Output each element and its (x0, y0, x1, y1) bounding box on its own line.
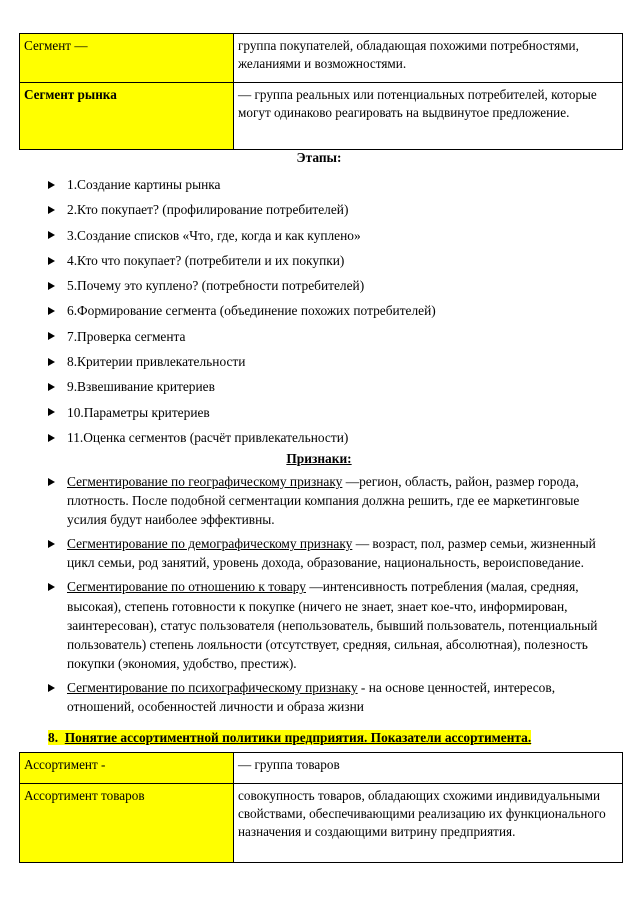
sign-text: —интенсивность потребления (малая, средняя, высокая), степень готовности к покупке (ничего не знает, знает кое-что, информирован, заинтересован), статус пользователя (непользователь, бывший пользователь, потенциальный пользователь) степень лояльности (отсутствует, средняя, сильная, абсолютная), полезность покупки (экономия, удобство, престиж). (67, 579, 598, 671)
term-cell: Сегмент — (20, 34, 234, 83)
bullet-arrow-icon (48, 358, 55, 366)
list-item (48, 324, 436, 349)
section-title: Понятие ассортиментной политики предприятия. Показатели ассортимента. (64, 730, 532, 745)
table-row (20, 34, 623, 83)
list-item-text: 8.Критерии привлекательности (67, 354, 246, 370)
bullet-arrow-icon (48, 540, 55, 548)
list-item-text: 6.Формирование сегмента (объединение похожих потребителей) (67, 303, 436, 319)
list-item-text: 9.Взвешивание критериев (67, 379, 215, 395)
list-item (48, 172, 436, 197)
table-row (20, 784, 623, 863)
sign-text: — возраст, пол, размер семьи, жизненный цикл семьи, род занятий, уровень дохода, образование, национальность, вероисповедание. (67, 536, 596, 571)
term-cell: Ассортимент товаров (20, 784, 234, 863)
section-number: 8. (48, 730, 59, 745)
list-item-text: 4.Кто что покупает? (потребители и их покупки) (67, 252, 345, 268)
bullet-arrow-icon (48, 257, 55, 265)
signs-list (48, 472, 608, 721)
bullet-arrow-icon (48, 408, 55, 416)
list-item-text: 11.Оценка сегментов (расчёт привлекательности) (67, 429, 349, 445)
term-cell: Ассортимент - (20, 753, 234, 784)
list-item-text: 2.Кто покупает? (профилирование потребителей) (67, 202, 349, 218)
sign-text: —регион, область, район, размер города, плотность. После подобной сегментации компания должна решить, где ее маркетинговые усилия будут наиболее эффективны. (67, 474, 580, 528)
bullet-arrow-icon (48, 478, 55, 486)
list-item (48, 534, 608, 572)
bullet-arrow-icon (48, 307, 55, 315)
list-item (48, 349, 436, 374)
list-item (48, 400, 436, 425)
stages-list (48, 172, 436, 450)
list-item (48, 273, 436, 298)
sign-link[interactable]: Сегментирование по географическому признаку (67, 474, 343, 489)
list-item-text: 1.Создание картины рынка (67, 177, 221, 192)
term-cell: Сегмент рынка (20, 83, 234, 150)
list-item (48, 374, 436, 399)
signs-heading: Признаки: (286, 451, 352, 466)
sign-link[interactable]: Сегментирование по отношению к товару (67, 579, 306, 595)
list-item-text: 5.Почему это куплено? (потребности потребителей) (67, 278, 365, 294)
bullet-arrow-icon (48, 332, 55, 340)
list-item-text: 10.Параметры критериев (67, 404, 210, 420)
bullet-arrow-icon (48, 282, 55, 290)
list-item (48, 298, 436, 323)
bullet-arrow-icon (48, 583, 55, 591)
segment-definitions-table (19, 33, 623, 150)
stages-heading: Этапы: (296, 150, 342, 165)
assortment-definitions-table (19, 752, 623, 863)
bullet-arrow-icon (48, 684, 55, 692)
section-heading (48, 728, 531, 747)
sign-text: - на основе ценностей, интересов, отношений, особенностей личности и образа жизни (67, 679, 556, 715)
list-item (48, 223, 436, 248)
bullet-arrow-icon (48, 206, 55, 214)
definition-cell: — группа товаров (234, 753, 623, 784)
definition-cell: группа покупателей, обладающая похожими потребностями, желаниями и возможностями. (234, 34, 623, 83)
list-item (48, 577, 608, 672)
list-item (48, 678, 608, 716)
bullet-arrow-icon (48, 434, 55, 442)
list-item (48, 425, 436, 450)
list-item-text: 3.Создание списков «Что, где, когда и как куплено» (67, 227, 361, 243)
bullet-arrow-icon (48, 181, 55, 189)
bullet-arrow-icon (48, 383, 55, 391)
table-row (20, 83, 623, 150)
list-item-text: 7.Проверка сегмента (67, 328, 186, 344)
list-item (48, 197, 436, 222)
bullet-arrow-icon (48, 231, 55, 239)
list-item (48, 472, 608, 529)
list-item (48, 248, 436, 273)
definition-cell: совокупность товаров, обладающих схожими индивидуальными свойствами, обеспечивающими реализацию их функционального назначения и создающими витрину предприятия. (234, 784, 623, 863)
sign-link[interactable]: Сегментирование по демографическому признаку (67, 536, 353, 552)
sign-link[interactable]: Сегментирование по психографическому признаку (67, 679, 358, 695)
definition-cell: — группа реальных или потенциальных потребителей, которые могут одинаково реагировать на выдвинутое предложение. (234, 83, 623, 150)
table-row (20, 753, 623, 784)
